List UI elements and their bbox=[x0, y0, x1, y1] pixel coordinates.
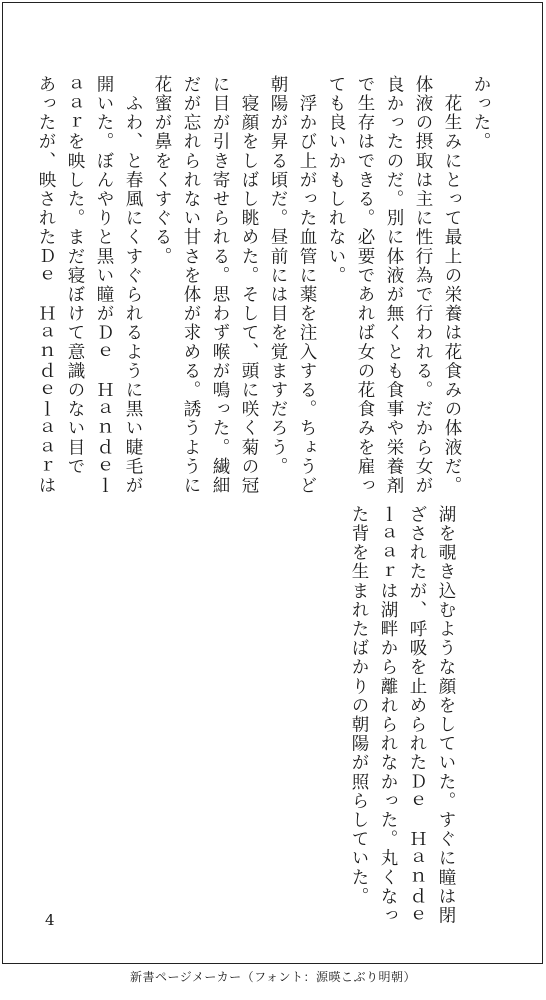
page-number: 4 bbox=[45, 911, 55, 929]
upper-text-block: かった。 花生みにとって最上の栄養は花食みの体液だ。 体液の摂取は主に性行為で行われる。だから女が 良かったのだ。別に体液が無くとも食事や栄養剤 で生存はできる。必要であれば女の花食みを雇っ ても良いかもしれない。 浮かび上がった血管に薬を注入する。ちょうど 朝陽が昇る頃だ。昼前には目を覚ますだろう。 寝顔をしばし眺めた。そして、頭に咲く菊の冠 に目が引き寄せられる。思わず喉が鳴った。繊細 だが忘れられない甘さを体が求める。誘うように 花蜜が鼻をくすぐる。 ふわ、と春風にくすぐられるように黒い睫毛が 開いた。ぼんやりと黒い瞳がＤｅ Ｈａｎｄｅｌ ａａｒを映した。まだ寝ぼけて意識のない目で あったが、映されたＤｅ Ｈａｎｄｅｌａａｒは bbox=[36, 75, 491, 496]
page-frame bbox=[2, 2, 543, 964]
lower-text-block: 湖を覗き込むような顔をしていた。すぐに瞳は閉 ざされたが、呼吸を止められたＤｅ Ｈａｎｄｅ ｌａａｒは湖畔から離れられなかった。丸くなっ た背を生まれたばかりの朝陽が照らしていた。 bbox=[349, 505, 456, 926]
footer-caption: 新書ページメーカー（フォント：源暎こぶり明朝） bbox=[129, 970, 417, 984]
